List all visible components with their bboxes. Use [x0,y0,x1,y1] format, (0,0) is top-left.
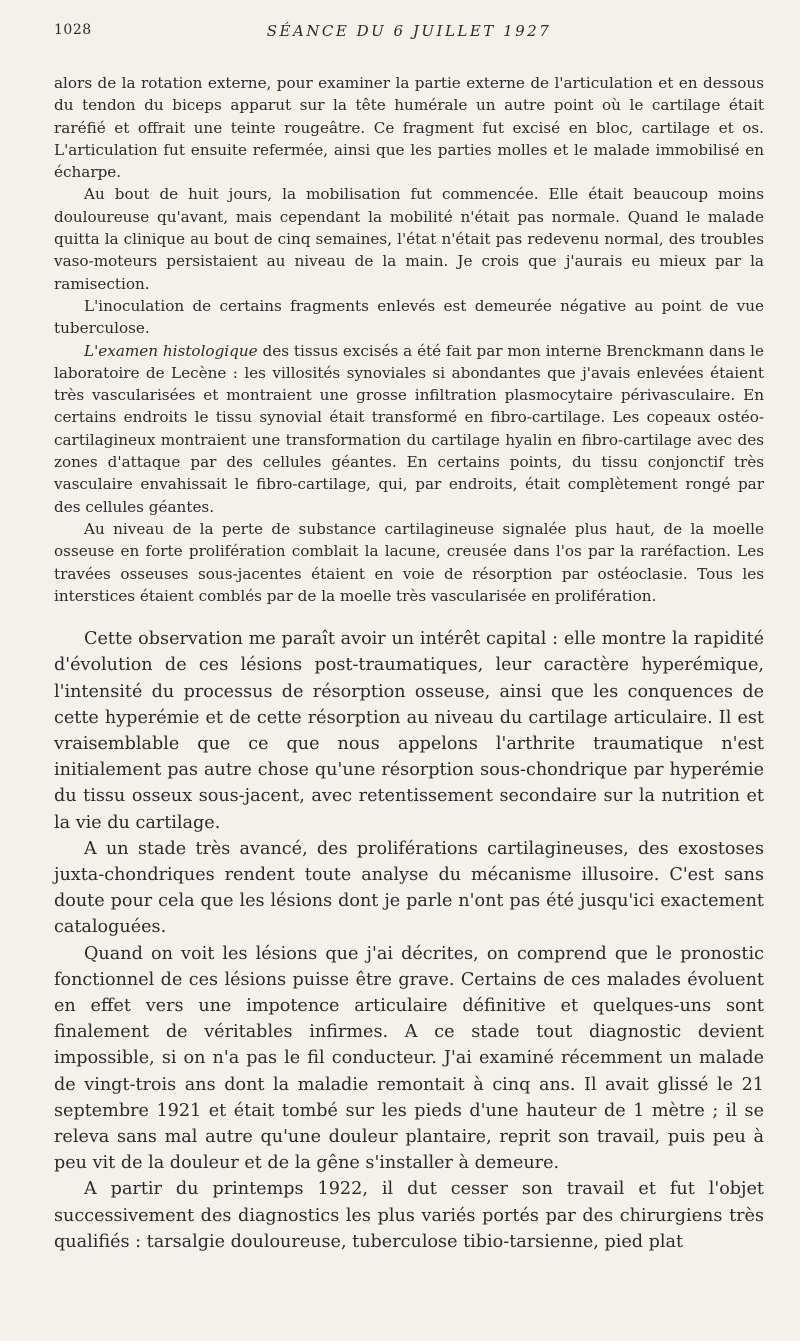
page-number: 1028 [54,22,92,38]
paragraph-advanced-stage: A un stade très avancé, des proliférations cartilagineuses, des exostoses juxta-chondriques rendent toute analyse du mécanisme illusoire. C'est sans doute pour cela que les lésions dont je parle n'ont pas été jusqu'ici exactement cataloguées. [54,838,764,938]
header-title: SÉANCE DU 6 JUILLET 1927 [266,22,552,40]
paragraph-mobilisation: Au bout de huit jours, la mobilisation fut commencée. Elle était beaucoup moins douloureuse qu'avant, mais cependant la mobilité n'était pas normale. Quand le malade quitta la clinique au bout de cinq semaines, l'état n'était pas redevenu normal, des troubles vaso-moteurs persistaient au niveau de la main. Je crois que j'aurais eu mieux par la ramisection. [54,185,764,293]
histology-text: des tissus excisés a été fait par mon interne Brenckmann dans le laboratoire de Lecène : les villosités synoviales si abondantes que j'avais enlevées étaient très vascularisées et montraient une grosse infiltration plasmocytaire périvasculaire. En certains endroits le tissu synovial était transformé en fibro-cartilage. Les copeaux ostéo-cartilagineux montraient une transformation du cartilage hyalin en fibro-cartilage avec des zones d'attaque par des cellules géantes. En certains points, du tissu conjonctif très vasculaire envahissait le fibro-cartilage, qui, par endroits, était complètement rongé par des cellules géantes. [54,341,765,516]
paragraph-inoculation: L'inoculation de certains fragments enlevés est demeurée négative au point de vue tuberculose. [54,296,764,338]
case-report-section [54,72,764,607]
paragraph-observation: Cette observation me paraît avoir un intérêt capital : elle montre la rapidité d'évolution de ces lésions post-traumatiques, leur caractère hyperémique, l'intensité du processus de résorption osseuse, ainsi que les conquences de cette hyperémie et de cette résorption au niveau du cartilage articulaire. Il est vraisemblable que ce que nous appelons l'arthrite traumatique n'est initialement pas autre chose qu'une résorption sous-chondrique par hyperémie du tissu osseux sous-jacent, avec retentissement secondaire sur la nutrition et la vie du cartilage. [54,629,764,833]
discussion-section [54,626,764,1255]
histology-lead: L'examen histologique [84,341,258,360]
paragraph-rotation: alors de la rotation externe, pour examiner la partie externe de l'articulation et en dessous du tendon du biceps apparut sur la tête humérale un autre point où le cartilage était raréfié et offrait une teinte rougeâtre. Ce fragment fut excisé en bloc, cartilage et os. L'articulation fut ensuite refermée, ainsi que les parties molles et le malade immobilisé en écharpe. [54,74,764,182]
paragraph-cartilage-loss: Au niveau de la perte de substance cartilagineuse signalée plus haut, de la moelle osseuse en forte prolifération comblait la lacune, creusée dans l'os par la raréfaction. Les travées osseuses sous-jacentes étaient en voie de résorption par ostéoclasie. Tous les interstices étaient comblés par de la moelle très vascularisée en prolifération. [54,519,764,605]
paragraph-histology [54,340,764,518]
document-page [54,18,764,1255]
paragraph-spring-1922: A partir du printemps 1922, il dut cesser son travail et fut l'objet successivement des diagnostics les plus variés portés par des chirurgiens très qualifiés : tarsalgie douloureuse, tuberculose tibio-tarsienne, pied plat [54,1179,764,1252]
paragraph-prognosis: Quand on voit les lésions que j'ai décrites, on comprend que le pronostic fonctionnel de ces lésions puisse être grave. Certains de ces malades évoluent en effet vers une impotence articulaire définitive et quelques-uns sont finalement de véritables infirmes. A ce stade tout diagnostic devient impossible, si on n'a pas le fil conducteur. J'ai examiné récemment un malade de vingt-trois ans dont la maladie remontait à cinq ans. Il avait glissé le 21 septembre 1921 et était tombé sur les pieds d'une hauteur de 1 mètre ; il se releva sans mal autre qu'une douleur plantaire, reprit son travail, puis peu à peu vit de la douleur et de la gêne s'installer à demeure. [54,943,764,1174]
running-head [54,18,764,44]
